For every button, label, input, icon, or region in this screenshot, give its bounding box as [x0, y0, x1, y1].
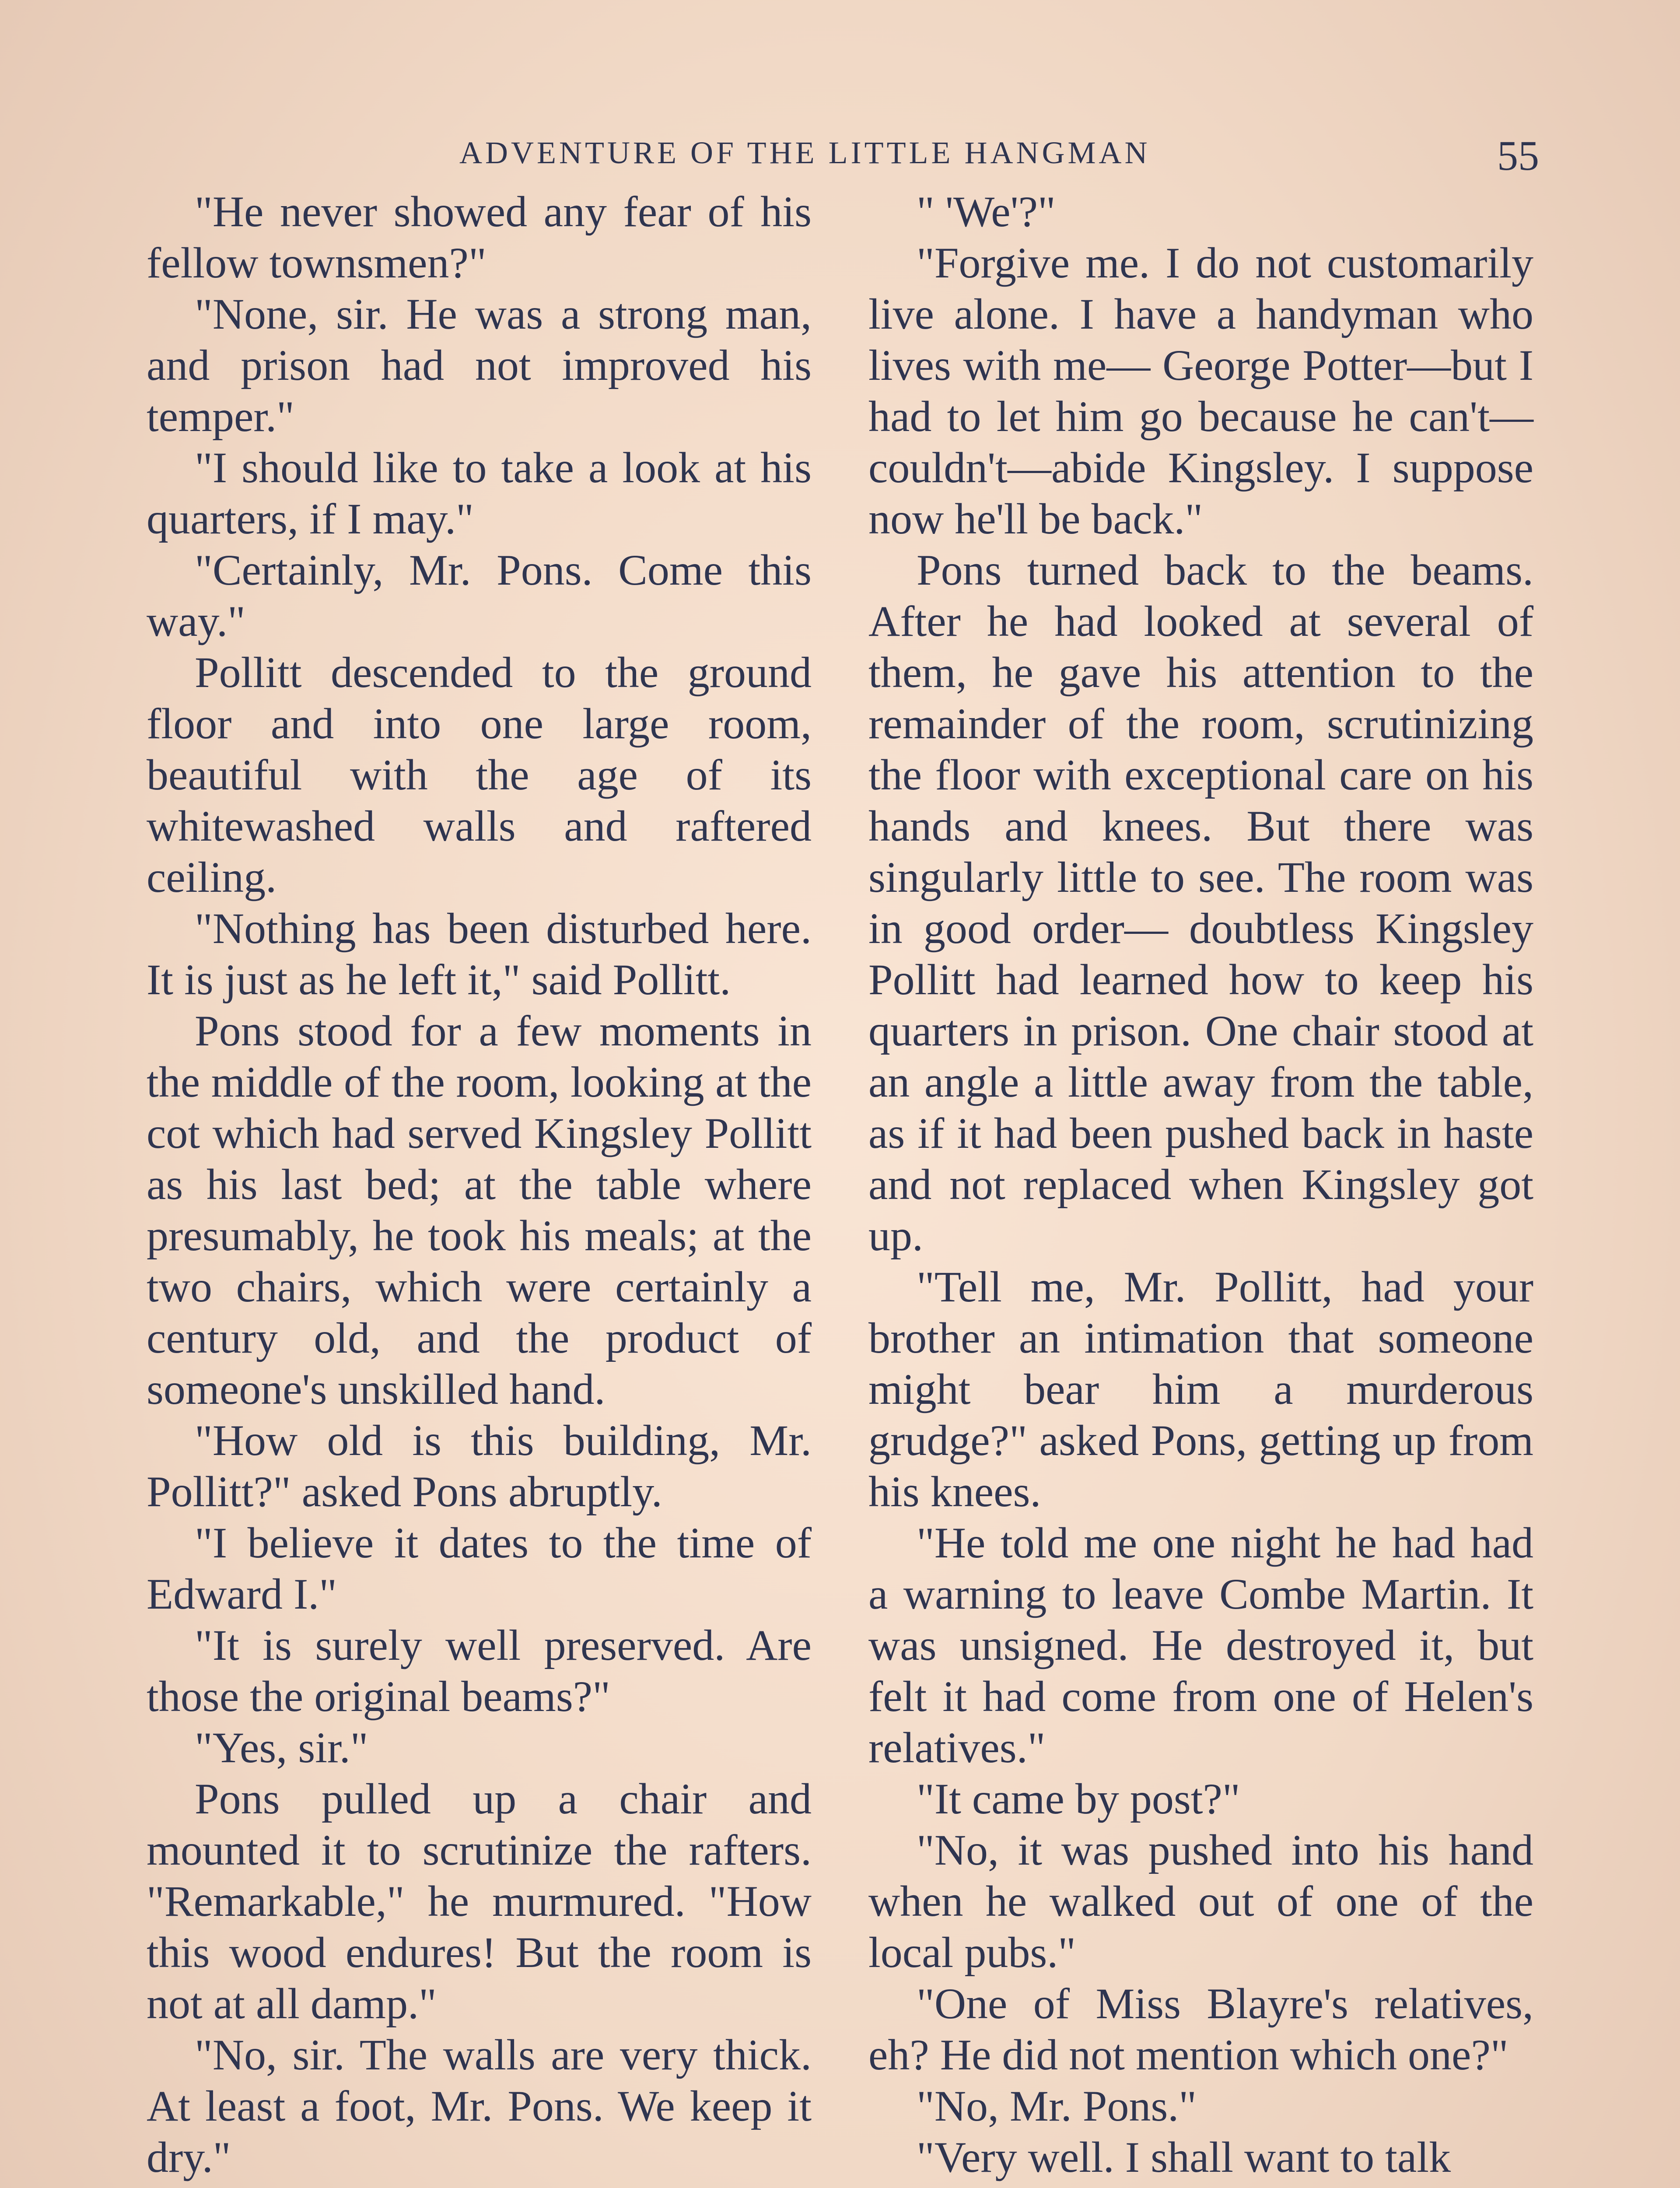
page-number: 55 — [1497, 132, 1539, 179]
paragraph: "I should like to take a look at his quarters, if I may." — [147, 443, 812, 543]
paragraph: "Nothing has been disturbed here. It is just as he left it," said Pollitt. — [147, 904, 812, 1004]
paragraph: "He told me one night he had had a warning to leave Combe Martin. It was unsigned. He destroyed it, but felt it had come from one of Helen's relatives." — [868, 1518, 1533, 1772]
paragraph: "It is surely well preserved. Are those the original beams?" — [147, 1621, 812, 1721]
paragraph: "I believe it dates to the time of Edward I." — [147, 1518, 812, 1618]
paragraph: Pons turned back to the beams. After he had looked at several of them, he gave his attention to the remainder of the room, scrutinizing the floor with exceptional care on his hands and knees. But there was singularly little to see. The room was in good order— doubtless Kingsley Pollitt had learned how to keep his quarters in prison. One chair stood at an angle a little away from the table, as if it had been pushed back in haste and not replaced when Kingsley got up. — [868, 546, 1533, 1260]
paragraph: "None, sir. He was a strong man, and prison had not improved his temper." — [147, 290, 812, 441]
paragraph: "No, sir. The walls are very thick. At least a foot, Mr. Pons. We keep it dry." — [147, 2030, 812, 2181]
paragraph: "How old is this building, Mr. Pollitt?" asked Pons abruptly. — [147, 1416, 812, 1516]
paragraph: Pons pulled up a chair and mounted it to scrutinize the rafters. "Remarkable," he murmured. "How this wood endures! But the room is not at all damp." — [147, 1774, 812, 2028]
paragraph: Pons stood for a few moments in the middle of the room, looking at the cot which had served Kingsley Pollitt as his last bed; at the table where presumably, he took his meals; at the two chairs, which were certainly a century old, and the product of someone's unskilled hand. — [147, 1006, 812, 1413]
running-head: ADVENTURE OF THE LITTLE HANGMAN — [459, 135, 1151, 170]
paragraph: "It came by post?" — [917, 1774, 1240, 1823]
paragraph: "No, it was pushed into his hand when he walked out of one of the local pubs." — [868, 1826, 1533, 1977]
paragraph: "Yes, sir." — [195, 1723, 368, 1772]
paragraph: "Tell me, Mr. Pollitt, had your brother an intimation that someone might bear him a murderous grudge?" asked Pons, getting up from his knees. — [868, 1262, 1533, 1516]
paragraph: "Very well. I shall want to talk — [917, 2133, 1451, 2181]
paragraph: "Certainly, Mr. Pons. Come this way." — [147, 546, 812, 645]
paragraph: "He never showed any fear of his fellow townsmen?" — [147, 187, 812, 287]
paragraph: "One of Miss Blayre's relatives, eh? He did not mention which one?" — [868, 1979, 1533, 2079]
paragraph: "No, Mr. Pons." — [917, 2082, 1197, 2130]
paragraph: Pollitt descended to the ground floor and into one large room, beautiful with the age of its whitewashed walls and raftered ceiling. — [147, 648, 812, 901]
left-column — [147, 186, 812, 2183]
paragraph: " 'We'?" — [917, 187, 1056, 236]
paragraph: "Forgive me. I do not customarily live alone. I have a handyman who lives with me— George Potter—but I had to let him go because he can't— couldn't—abide Kingsley. I suppose now he'll be back." — [868, 238, 1533, 543]
right-column — [868, 186, 1533, 2183]
